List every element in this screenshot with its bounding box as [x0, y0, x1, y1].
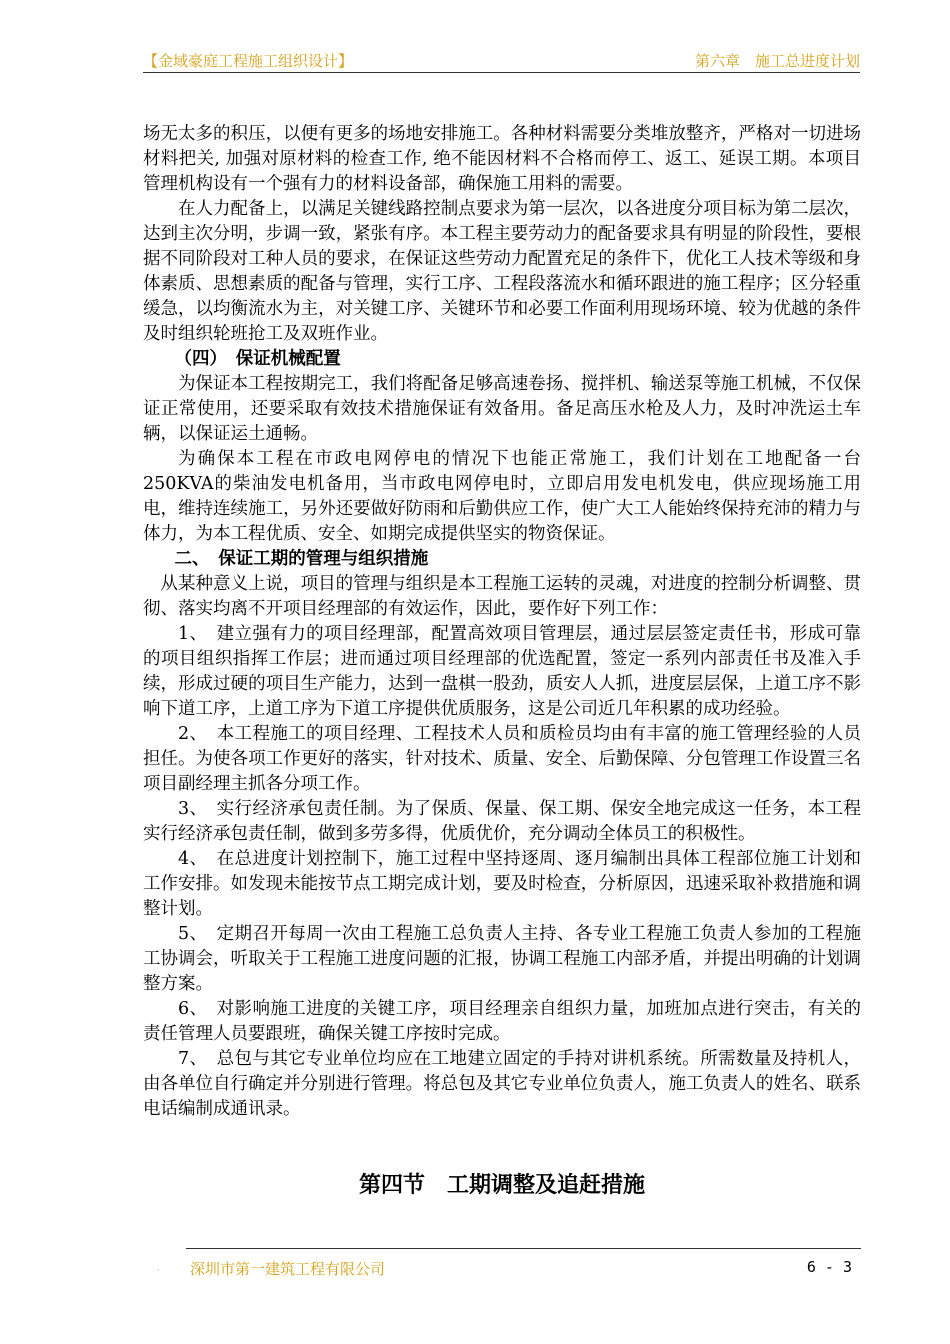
list-item: 7、 总包与其它专业单位均应在工地建立固定的手持对讲机系统。所需数量及持机人，由各单位自行确定并分别进行管理。将总包及其它专业单位负责人，施工负责人的姓名、联系电话编制成通讯录。 [143, 1049, 861, 1119]
footer-divider [186, 1248, 861, 1249]
list-item: 6、 对影响施工进度的关键工序，项目经理亲自组织力量，加班加点进行突击，有关的责任管理人员要跟班，确保关键工序按时完成。 [143, 999, 861, 1044]
page-number: 6 - 3 [806, 1258, 852, 1276]
list-item: 2、 本工程施工的项目经理、工程技术人员和质检员均由有丰富的施工管理经验的人员担任。为使各项工作更好的落实，针对技术、质量、安全、后勤保障、分包管理工作设置三名项目副经理主抓各分项工作。 [143, 724, 861, 794]
header-chapter-title: 第六章 施工总进度计划 [694, 52, 860, 70]
paragraph-management-intro: 从某种意义上说，项目的管理与组织是本工程施工运转的灵魂，对进度的控制分析调整、贯彻、落实均离不开项目经理部的有效运作，因此，要作好下列工作： [143, 574, 861, 619]
footer-mark: · [157, 1266, 160, 1275]
list-item: 1、 建立强有力的项目经理部，配置高效项目管理层，通过层层签定责任书，形成可靠的项目组织指挥工作层；进而通过项目经理部的优选配置，签定一系列内部责任书及准入手续，形成过硬的项目生产能力，达到一盘棋一股劲，质安人人抓，进度层层保，上道工序不影响下道工序，上道工序为下道工序提供优质服务，这是公司近几年积累的成功经验。 [143, 624, 861, 719]
document-body [143, 122, 861, 1122]
paragraph-materials: 场无太多的积压，以便有更多的场地安排施工。各种材料需要分类堆放整齐，严格对一切进场材料把关, 加强对原材料的检查工作, 绝不能因材料不合格而停工、返工、延误工期。本项目管理机构设有一个强有力的材料设备部，确保施工用料的需要。 [143, 124, 861, 194]
paragraph-generator: 为确保本工程在市政电网停电的情况下也能正常施工，我们计划在工地配备一台250KVA的柴油发电机备用，当市政电网停电时，立即启用发电机发电，供应现场施工用电，维持连续施工，另外还要做好防雨和后勤供应工作，使广大工人能始终保持充沛的精力与体力，为本工程优质、安全、如期完成提供坚实的物资保证。 [143, 449, 861, 544]
header-document-title: 【金域豪庭工程施工组织设计】 [143, 52, 354, 70]
footer-company-name: 深圳市第一建筑工程有限公司 [190, 1260, 386, 1278]
page-header [143, 48, 860, 73]
paragraph-machinery: 为保证本工程按期完工，我们将配备足够高速卷扬、搅拌机、输送泵等施工机械，不仅保证正常使用，还要采取有效技术措施保证有效备用。备足高压水枪及人力，及时冲洗运土车辆，以保证运土通畅。 [143, 374, 861, 444]
section-title: 第四节 工期调整及追赶措施 [358, 1173, 645, 1198]
list-item: 4、 在总进度计划控制下，施工过程中坚持逐周、逐月编制出具体工程部位施工计划和工作安排。如发现未能按节点工期完成计划，要及时检查，分析原因，迅速采取补救措施和调整计划。 [143, 849, 861, 919]
heading-management-measures: 二、 保证工期的管理与组织措施 [174, 549, 429, 569]
subheading-machinery: （四） 保证机械配置 [174, 349, 341, 369]
paragraph-manpower: 在人力配备上，以满足关键线路控制点要求为第一层次，以各进度分项目标为第二层次，达到主次分明，步调一致，紧张有序。本工程主要劳动力的配备要求具有明显的阶段性，要根据不同阶段对工种人员的要求，在保证这些劳动力配置充足的条件下，优化工人技术等级和身体素质、思想素质的配备与管理，实行工序、工程段落流水和循环跟进的施工程序；区分轻重缓急，以均衡流水为主，对关键工序、关键环节和必要工作面利用现场环境、较为优越的条件及时组织轮班抢工及双班作业。 [143, 199, 861, 344]
list-item: 5、 定期召开每周一次由工程施工总负责人主持、各专业工程施工负责人参加的工程施工协调会，听取关于工程施工进度问题的汇报，协调工程施工内部矛盾，并提出明确的计划调整方案。 [143, 924, 861, 994]
list-item: 3、 实行经济承包责任制。为了保质、保量、保工期、保安全地完成这一任务，本工程实行经济承包责任制，做到多劳多得，优质优价，充分调动全体员工的积极性。 [143, 799, 861, 844]
